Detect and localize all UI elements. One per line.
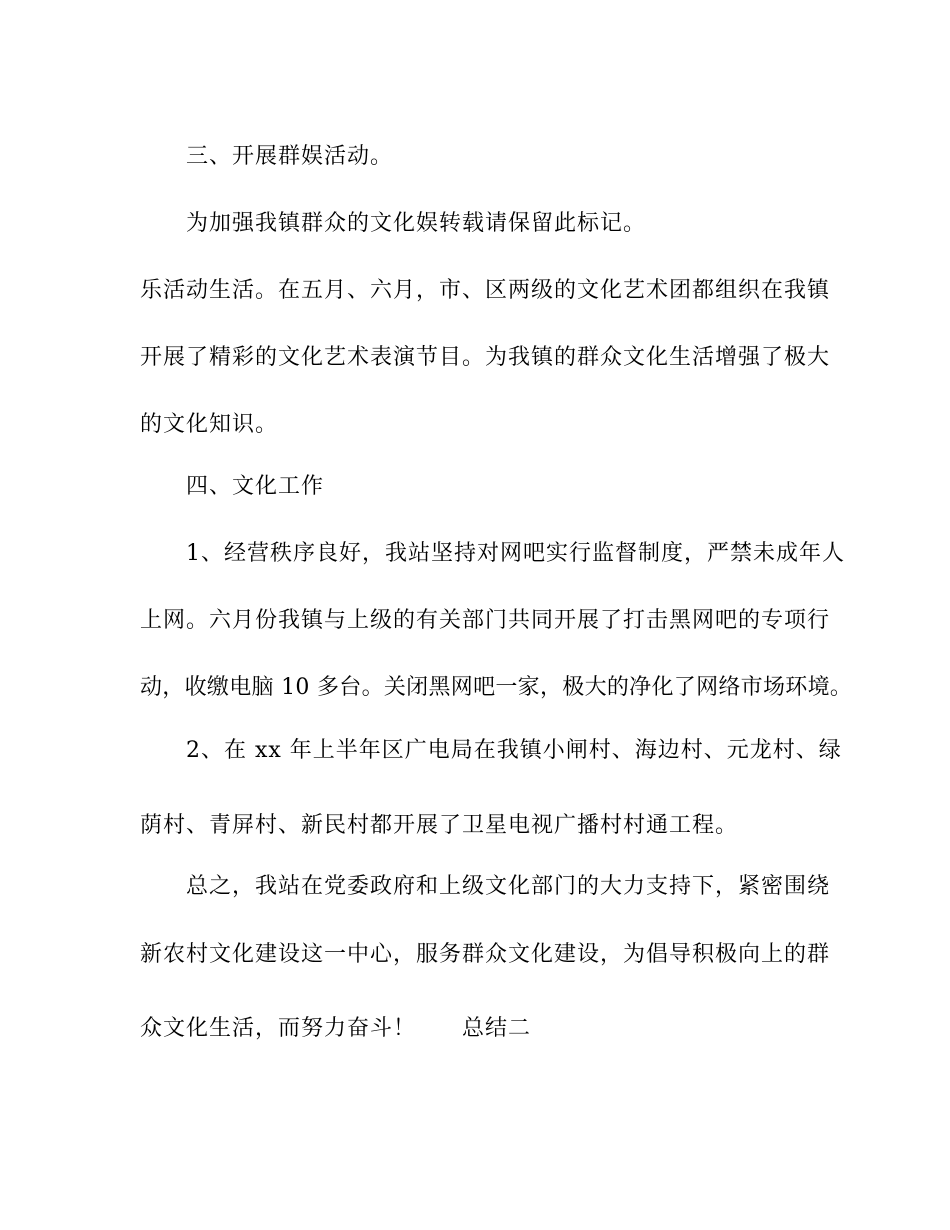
paragraph-line: 开展了精彩的文化艺术表演节目。为我镇的群众文化生活增强了极大 bbox=[140, 345, 831, 370]
paragraph-line: 上网。六月份我镇与上级的有关部门共同开展了打击黑网吧的专项行 bbox=[140, 608, 831, 633]
paragraph-line: 总之，我站在党委政府和上级文化部门的大力支持下，紧密围绕 bbox=[186, 874, 831, 899]
paragraph-line: 动，收缴电脑 10 多台。关闭黑网吧一家，极大的净化了网络市场环境。 bbox=[140, 675, 853, 700]
paragraph-line: 众文化生活，而努力奋斗！ 总结二 bbox=[140, 1016, 532, 1041]
paragraph-line: 1、经营秩序良好，我站坚持对网吧实行监督制度，严禁未成年人 bbox=[186, 541, 845, 566]
paragraph-line: 乐活动生活。在五月、六月，市、区两级的文化艺术团都组织在我镇 bbox=[140, 278, 831, 303]
heading-three: 三、开展群娱活动。 bbox=[186, 144, 394, 169]
paragraph-line: 的文化知识。 bbox=[140, 412, 279, 437]
paragraph-line: 荫村、青屏村、新民村都开展了卫星电视广播村村通工程。 bbox=[140, 813, 739, 838]
paragraph-line: 为加强我镇群众的文化娱转载请保留此标记。 bbox=[186, 211, 647, 236]
paragraph-line: 2、在 xx 年上半年区广电局在我镇小闸村、海边村、元龙村、绿 bbox=[186, 738, 842, 763]
heading-four: 四、文化工作 bbox=[186, 474, 325, 499]
paragraph-line: 新农村文化建设这一中心，服务群众文化建设，为倡导积极向上的群 bbox=[140, 942, 831, 967]
